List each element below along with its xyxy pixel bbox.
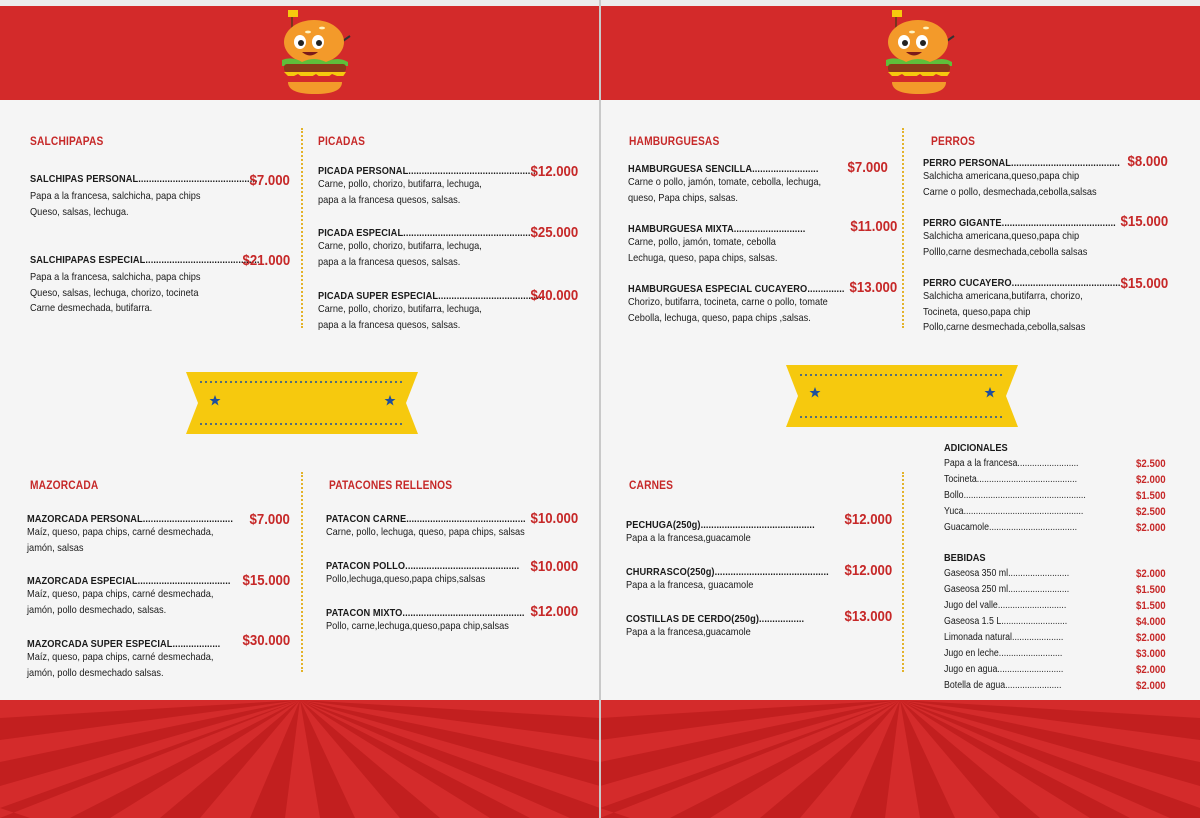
section-title-salchipapas: SALCHIPAPAS xyxy=(30,134,104,148)
item-name: MAZORCADA ESPECIAL................................... xyxy=(27,575,231,587)
section-title-patacones: PATACONES RELLENOS xyxy=(329,478,453,492)
item-desc: Carne desmechada, butifarra. xyxy=(30,302,153,314)
item-price: $13.000 xyxy=(849,279,897,296)
item-desc: Carne, pollo, chorizo, butifarra, lechuga, xyxy=(318,178,482,190)
item-desc: Maíz, queso, papa chips, carné desmechada, xyxy=(27,651,214,663)
item-name: Tocineta......................................... xyxy=(944,474,1078,485)
item-price: $7.000 xyxy=(847,159,888,176)
item-name: Botella de agua....................... xyxy=(944,680,1062,691)
item-price: $2.500 xyxy=(1136,458,1166,470)
item-price: $25.000 xyxy=(530,224,578,241)
column-divider xyxy=(301,472,303,672)
item-desc: Pollo, carne,lechuga,queso,papa chip,salsas xyxy=(326,620,509,632)
item-name: PICADA ESPECIAL................................................. xyxy=(318,227,534,239)
section-title-picadas: PICADAS xyxy=(318,134,366,148)
item-price: $4.000 xyxy=(1136,616,1166,628)
item-price: $12.000 xyxy=(844,511,892,528)
item-desc: Carne, pollo, chorizo, butifarra, lechuga, xyxy=(318,240,482,252)
list-item xyxy=(944,506,1166,522)
list-item xyxy=(944,568,1166,584)
item-price: $1.500 xyxy=(1136,584,1166,596)
item-desc: Papa a la francesa, salchicha, papa chips xyxy=(30,271,201,283)
footer-band xyxy=(0,700,600,818)
item-price: $2.000 xyxy=(1136,522,1166,534)
item-name: PERRO GIGANTE........................................... xyxy=(923,217,1116,229)
page-spine xyxy=(599,0,601,818)
section-title-bebidas: BEBIDAS xyxy=(944,552,986,564)
item-price: $12.000 xyxy=(844,562,892,579)
list-item xyxy=(944,458,1166,474)
item-price: $1.500 xyxy=(1136,490,1166,502)
item-price: $30.000 xyxy=(242,632,290,649)
item-name: Papa a la francesa......................... xyxy=(944,458,1079,469)
item-name: PERRO PERSONAL......................................... xyxy=(923,157,1120,169)
item-desc: Salchicha americana,queso,papa chip xyxy=(923,170,1080,182)
item-price: $10.000 xyxy=(530,510,578,527)
item-name: HAMBURGUESA ESPECIAL CUCAYERO.............. xyxy=(628,283,845,295)
list-item xyxy=(944,474,1166,490)
item-desc: Carne, pollo, chorizo, butifarra, lechuga, xyxy=(318,303,482,315)
footer-band xyxy=(600,700,1200,818)
item-price: $15.000 xyxy=(1120,275,1168,292)
list-item xyxy=(944,584,1166,600)
ribbon-banner xyxy=(186,372,418,434)
ribbon-banner xyxy=(786,365,1018,427)
item-desc: Queso, salsas, lechuga, chorizo, tocineta xyxy=(30,286,199,299)
item-name: HAMBURGUESA MIXTA........................... xyxy=(628,223,806,235)
sunburst-pattern xyxy=(0,700,600,818)
item-name: Jugo del valle............................ xyxy=(944,600,1067,611)
item-desc: Maíz, queso, papa chips, carné desmechada, xyxy=(27,526,214,538)
item-desc: papa a la francesa quesos, salsas. xyxy=(318,255,461,268)
item-name: Guacamole.................................... xyxy=(944,522,1078,533)
item-desc: Tocineta, queso,papa chip xyxy=(923,305,1031,318)
item-desc: Papa a la francesa,guacamole xyxy=(626,532,751,544)
item-desc: Maíz, queso, papa chips, carné desmechada, xyxy=(27,588,214,600)
sunburst-pattern xyxy=(600,700,1200,818)
item-desc: Papa a la francesa, guacamole xyxy=(626,579,754,591)
item-price: $11.000 xyxy=(850,218,897,235)
item-name: SALCHIPAS PERSONAL............................................. xyxy=(30,173,258,185)
item-price: $1.500 xyxy=(1136,600,1166,612)
item-desc: Pollo,carne desmechada,cebolla,salsas xyxy=(923,321,1086,333)
section-title-carnes: CARNES xyxy=(629,478,674,492)
item-desc: Chorizo, butifarra, tocineta, carne o pollo, tomate xyxy=(628,296,828,308)
item-price: $40.000 xyxy=(530,287,578,304)
item-desc: jamón, pollo desmechado, salsas. xyxy=(27,603,167,616)
item-desc: Queso, salsas, lechuga. xyxy=(30,205,129,218)
item-desc: jamón, pollo desmechado salsas. xyxy=(27,666,164,679)
section-title-hamburguesas: HAMBURGUESAS xyxy=(629,134,720,148)
item-desc: Salchicha americana,butifarra, chorizo, xyxy=(923,290,1083,302)
item-desc: queso, Papa chips, salsas. xyxy=(628,191,738,204)
list-item xyxy=(944,648,1166,664)
item-name: Gaseosa 350 ml......................... xyxy=(944,568,1070,579)
item-name: PECHUGA(250g)........................................... xyxy=(626,519,815,531)
item-price: $2.500 xyxy=(1136,506,1166,518)
section-title-mazorcada: MAZORCADA xyxy=(30,478,99,492)
list-item xyxy=(944,664,1166,680)
item-name: SALCHIPAPAS ESPECIAL........................................... xyxy=(30,254,260,266)
item-name: PICADA SUPER ESPECIAL........................................ xyxy=(318,290,545,302)
item-price: $21.000 xyxy=(242,252,290,269)
item-desc: papa a la francesa quesos, salsas. xyxy=(318,318,461,331)
item-name: Bollo.................................................. xyxy=(944,490,1086,501)
column-divider xyxy=(902,472,904,672)
item-desc: Carne, pollo, lechuga, queso, papa chips, salsas xyxy=(326,526,525,538)
item-price: $2.000 xyxy=(1136,568,1166,580)
item-name: PICADA PERSONAL................................................ xyxy=(318,165,536,177)
item-desc: Carne, pollo, jamón, tomate, cebolla xyxy=(628,236,776,248)
list-item xyxy=(944,616,1166,632)
item-desc: Cebolla, lechuga, queso, papa chips ,salsas. xyxy=(628,311,811,324)
item-name: Yuca................................................. xyxy=(944,506,1084,517)
list-item xyxy=(944,632,1166,648)
burger-mascot-icon xyxy=(272,6,356,98)
item-name: PERRO CUCAYERO......................................... xyxy=(923,277,1121,289)
section-title-adicionales: ADICIONALES xyxy=(944,442,1008,454)
item-desc: jamón, salsas xyxy=(27,541,84,554)
item-price: $15.000 xyxy=(1120,213,1168,230)
list-item xyxy=(944,522,1166,538)
item-name: PATACON POLLO........................................... xyxy=(326,560,520,572)
item-name: Gaseosa 250 ml......................... xyxy=(944,584,1070,595)
item-desc: Salchicha americana,queso,papa chip xyxy=(923,230,1080,242)
list-item xyxy=(944,680,1166,696)
item-name: PATACON MIXTO.............................................. xyxy=(326,607,525,619)
item-price: $13.000 xyxy=(844,608,892,625)
item-price: $2.000 xyxy=(1136,680,1166,692)
item-name: Jugo en leche.......................... xyxy=(944,648,1063,659)
item-price: $3.000 xyxy=(1136,648,1166,660)
item-price: $12.000 xyxy=(530,603,578,620)
item-price: $2.000 xyxy=(1136,474,1166,486)
list-item xyxy=(944,490,1166,506)
item-price: $7.000 xyxy=(249,172,290,189)
item-name: Limonada natural..................... xyxy=(944,632,1064,643)
item-desc: Papa a la francesa, salchicha, papa chips xyxy=(30,190,201,202)
list-item xyxy=(944,600,1166,616)
item-desc: Lechuga, queso, papa chips, salsas. xyxy=(628,251,778,264)
section-title-perros: PERROS xyxy=(931,134,976,148)
item-desc: Polllo,carne desmechada,cebolla salsas xyxy=(923,245,1088,258)
column-divider xyxy=(301,128,303,328)
item-name: Gaseosa 1.5 L........................... xyxy=(944,616,1068,627)
item-price: $8.000 xyxy=(1127,153,1168,170)
item-name: HAMBURGUESA SENCILLA......................... xyxy=(628,163,819,175)
item-desc: Pollo,lechuga,queso,papa chips,salsas xyxy=(326,573,486,585)
item-price: $12.000 xyxy=(530,163,578,180)
item-price: $7.000 xyxy=(249,511,290,528)
item-price: $10.000 xyxy=(530,558,578,575)
item-name: MAZORCADA SUPER ESPECIAL.................. xyxy=(27,638,221,650)
item-price: $15.000 xyxy=(242,572,290,589)
item-price: $2.000 xyxy=(1136,664,1166,676)
item-desc: Papa a la francesa,guacamole xyxy=(626,626,751,638)
column-divider xyxy=(902,128,904,328)
item-desc: Carne o pollo, desmechada,cebolla,salsas xyxy=(923,185,1097,198)
item-name: Jugo en agua........................... xyxy=(944,664,1064,675)
item-price: $2.000 xyxy=(1136,632,1166,644)
item-desc: Carne o pollo, jamón, tomate, cebolla, lechuga, xyxy=(628,176,822,188)
item-name: CHURRASCO(250g)........................................... xyxy=(626,566,829,578)
item-name: MAZORCADA PERSONAL.................................. xyxy=(27,513,233,525)
burger-mascot-icon xyxy=(876,6,960,98)
item-name: COSTILLAS DE CERDO(250g)................. xyxy=(626,613,805,625)
item-desc: papa a la francesa quesos, salsas. xyxy=(318,193,461,206)
item-name: PATACON CARNE............................................. xyxy=(326,513,526,525)
